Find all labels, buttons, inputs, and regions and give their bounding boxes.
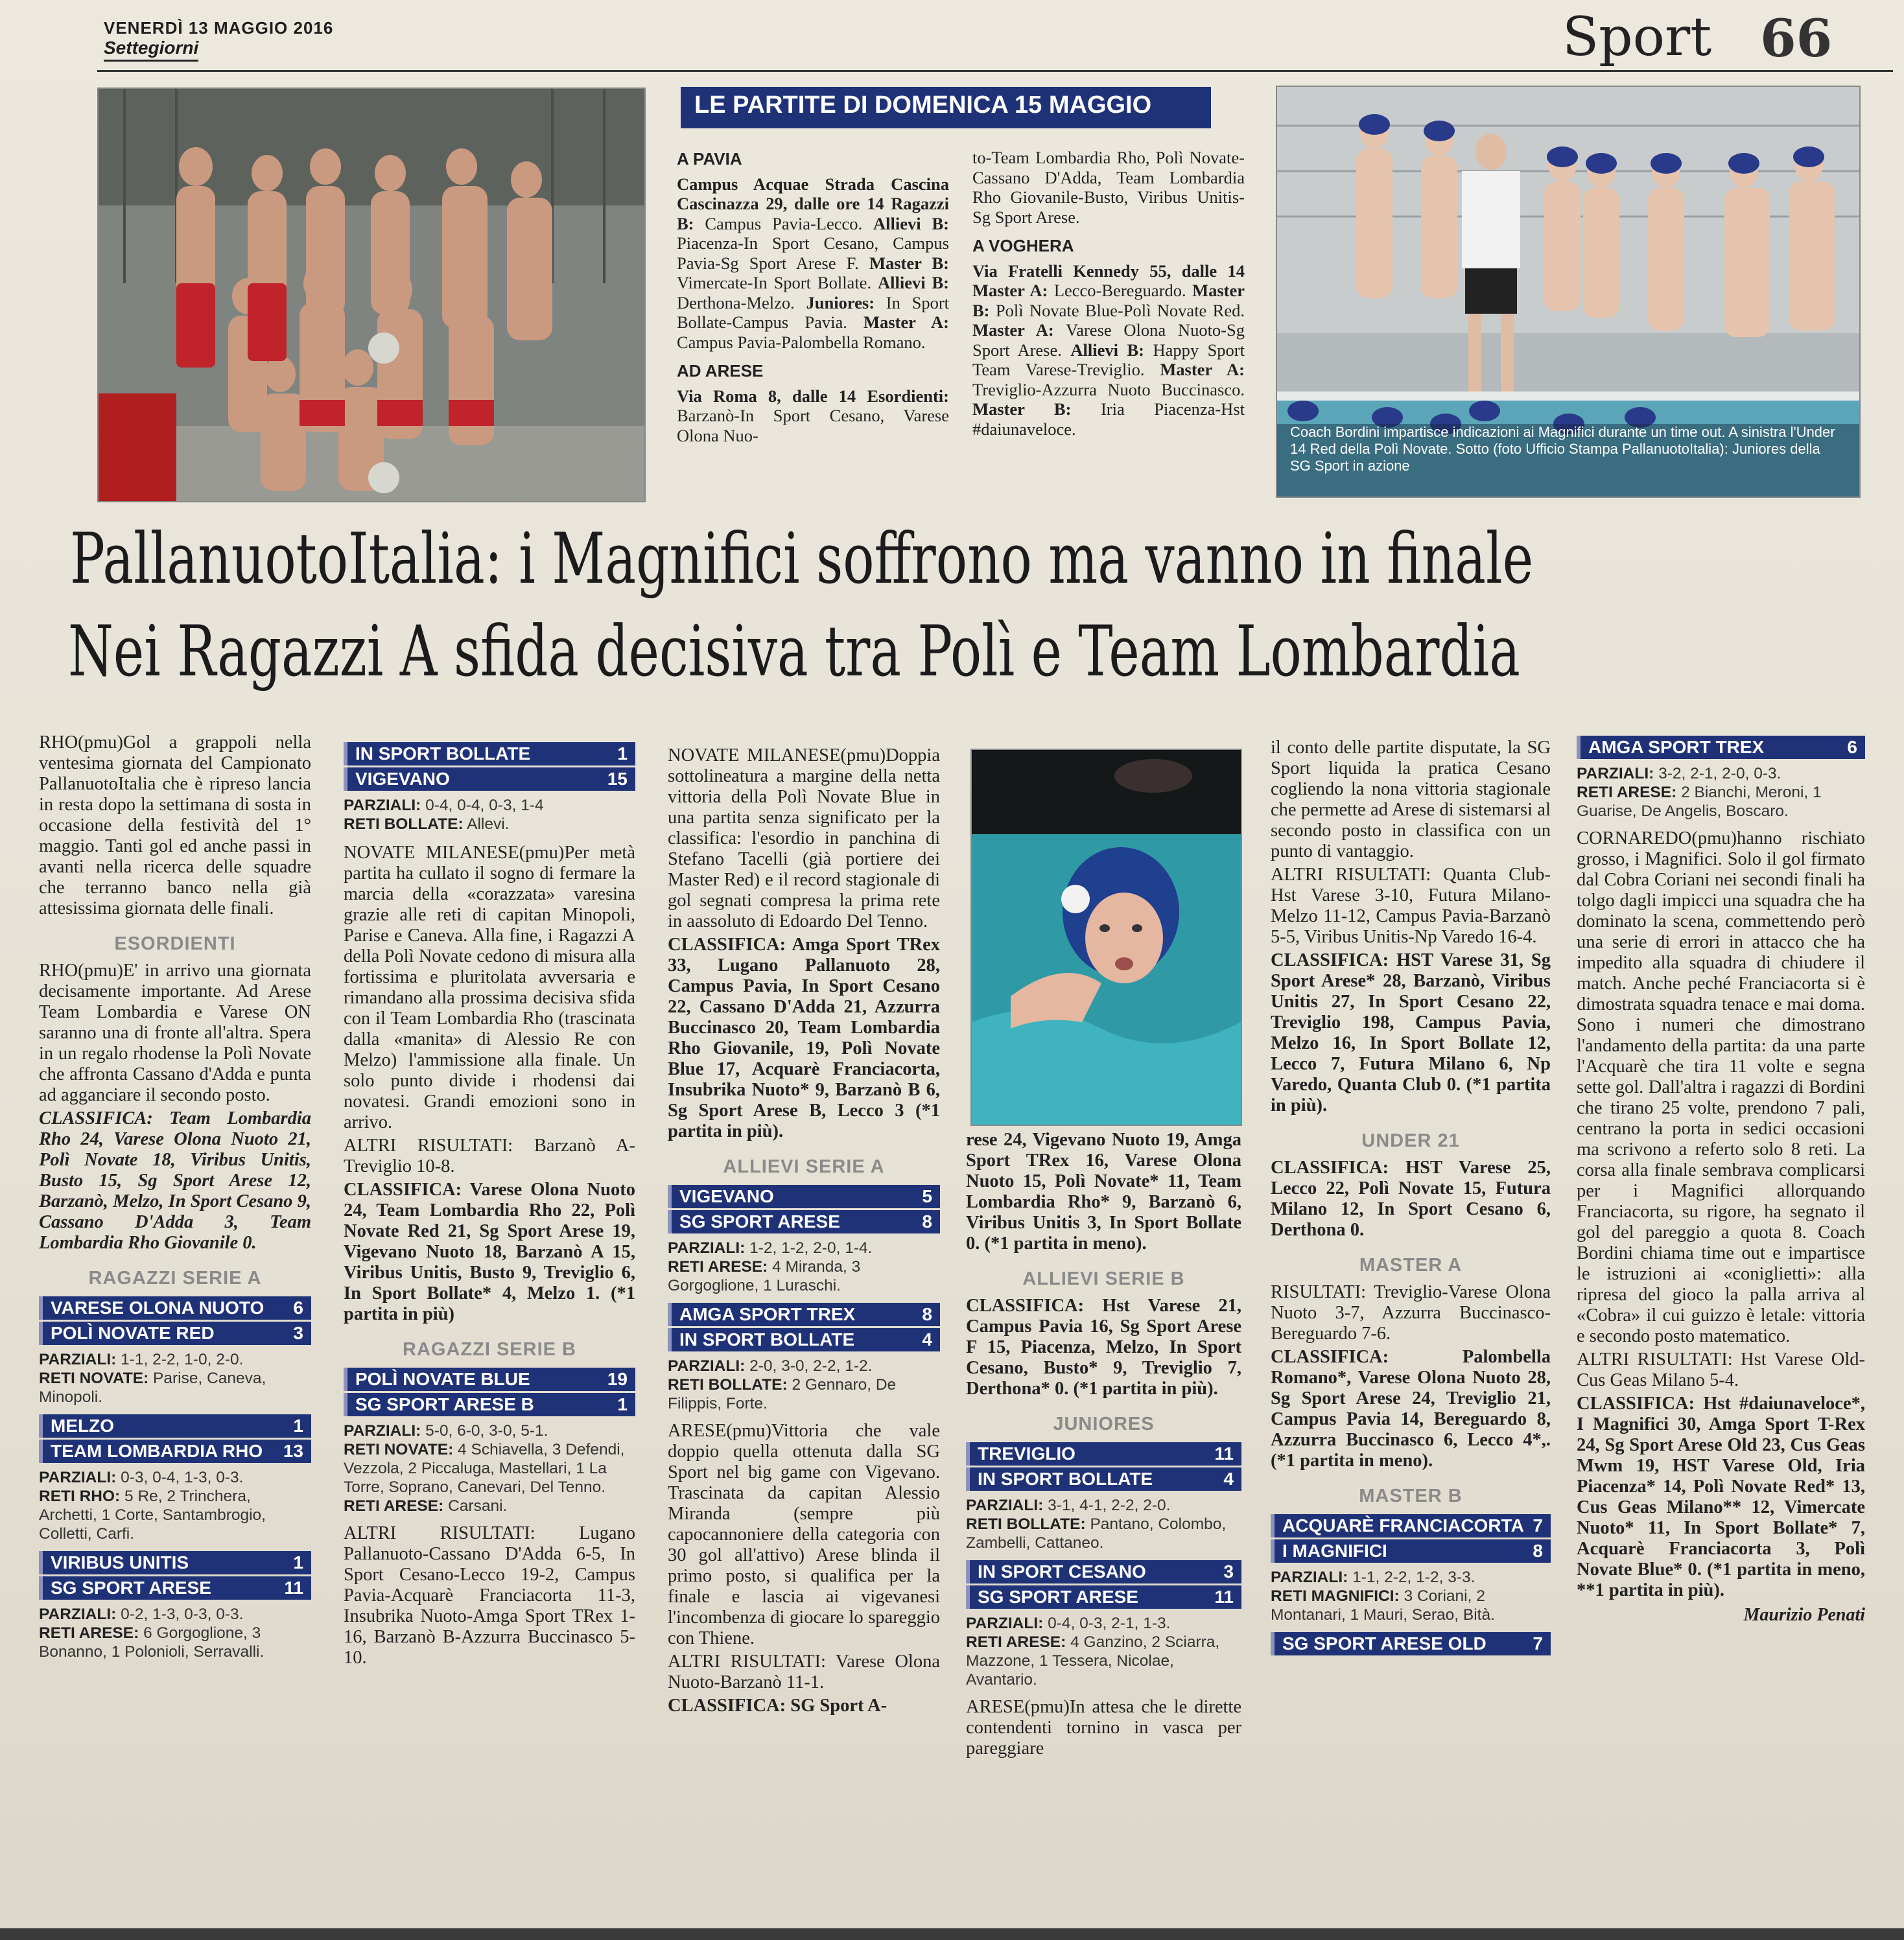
- scoreboard-arese-old: [1271, 1632, 1551, 1655]
- score-row-home: VIRIBUS UNITIS 1: [39, 1551, 311, 1574]
- article-column-6: [1577, 734, 1865, 1626]
- ragazzi-b-paragraph: NOVATE MILANESE(pmu)Doppia sottolineatura a margine della netta vittoria della Polì Novate Blue in una partita senza significato per la classifica: l'esordio in panchina di Stefano Tacelli (già portiere dei Master Red) e il record stagionale di gol segnati compresa la prima rete in aassoluto di Edoardo Del Tenno.: [668, 745, 940, 931]
- score-row-away: SG SPORT ARESE B 1: [344, 1393, 635, 1416]
- subhead-allievi-a: ALLIEVI SERIE A: [723, 1156, 885, 1177]
- subhead-ragazzi-a: RAGAZZI SERIE A: [88, 1268, 262, 1289]
- score-row-away: VIGEVANO 15: [344, 767, 635, 791]
- subhead-allievi-b: ALLIEVI SERIE B: [1022, 1268, 1185, 1289]
- schedule-banner: [681, 87, 1211, 128]
- match-details: PARZIALI: 0-4, 0-4, 0-3, 1-4 RETI BOLLATE: Allevi.: [344, 797, 544, 833]
- photo-caption: Coach Bordini impartisce indicazioni ai Magnifici durante un time out. A sinistra l'Under 14 Red della Polì Novate. Sotto (foto Ufficio Stampa PallanuotoItalia): Juniores della SG Sport in azione: [1290, 424, 1835, 474]
- match-details: PARZIALI: 3-1, 4-1, 2-2, 2-0. RETI BOLLATE: Pantano, Colombo, Zambelli, Cattaneo.: [966, 1497, 1227, 1552]
- score-row-away: SG SPORT ARESE 8: [668, 1210, 940, 1233]
- scoreboard-vigevano-arese: [668, 1185, 940, 1233]
- subhead-under-21: UNDER 21: [1361, 1130, 1460, 1151]
- scoreboard-treviglio-bollate: [966, 1442, 1241, 1491]
- subhead-ragazzi-b: RAGAZZI SERIE B: [403, 1339, 576, 1360]
- score-row-home: AMGA SPORT TREX 8: [668, 1303, 940, 1326]
- scoreboard-varese-poli: [39, 1296, 311, 1345]
- subhead-master-b: MASTER B: [1359, 1486, 1463, 1506]
- schedule-venue-arese: AD ARESE: [677, 361, 764, 380]
- subhead-juniores: JUNIORES: [1053, 1414, 1155, 1434]
- master-b-altri-risultati: ALTRI RISULTATI: Hst Varese Old-Cus Geas Milano 5-4.: [1577, 1350, 1865, 1390]
- juniores-altri-risultati: ALTRI RISULTATI: Quanta Club-Hst Varese 3-10, Futura Milano-Melzo 11-12, Campus Pavia-Barzanò 5-5, Viribus Unitis-Np Varedo 16-4.: [1271, 865, 1551, 947]
- under-21-classifica: CLASSIFICA: HST Varese 25, Lecco 22, Polì Novate 15, Futura Milano 12, In Sport Cesano 6, Derthona 0.: [1271, 1158, 1551, 1240]
- ragazzi-b-altri-risultati: ALTRI RISULTATI: Lugano Pallanuoto-Cassano D'Adda 6-5, In Sport Cesano-Lecco 19-2, Campus Pavia-Acquarè Franciacorta 11-3, Insubrika Nuoto-Amga Sport TRex 1-16, Barzanò B-Azzurra Buccinasco 5-10.: [344, 1523, 635, 1668]
- score-row-home: VIGEVANO 5: [668, 1185, 940, 1208]
- score-row-home: SG SPORT ARESE OLD 7: [1271, 1632, 1551, 1655]
- schedule-title: LE PARTITE DI DOMENICA 15 MAGGIO: [694, 91, 1152, 119]
- ragazzi-a-classifica: CLASSIFICA: Varese Olona Nuoto 24, Team Lombardia Rho 22, Polì Novate Red 21, Sg Sport Arese 19, Vigevano Nuoto 18, Barzanò A 15, Viribus Unitis, Busto 9, Treviglio 6, In Sport Bollate* 4, Melzo 1. (*1 partita in più): [344, 1180, 635, 1324]
- scoreboard-cesano-arese: [966, 1560, 1241, 1609]
- esordienti-paragraph: RHO(pmu)E' in arrivo una giornata decisamente importante. Ad Arese Team Lombardia e Varese ON saranno una di fronte all'altra. Spera in un regalo rhodense la Polì Novate che affronta Cassano d'Adda e punta ad agganciare il secondo posto.: [39, 961, 311, 1105]
- swimmer-photo: [970, 749, 1242, 1126]
- article-column-1: [39, 732, 311, 1669]
- team-photo-illustration: [99, 89, 644, 501]
- allievi-b-classifica: CLASSIFICA: Hst Varese 21, Campus Pavia 16, Sg Sport Arese F 15, Piacenza, Melzo, In Sport Cesano, Busto* 9, Treviglio 7, Derthona* 0. (*1 partita in più).: [966, 1296, 1241, 1399]
- scoreboard-amga-bollate: [668, 1303, 940, 1351]
- score-row-away: IN SPORT BOLLATE 4: [668, 1328, 940, 1351]
- schedule-text-arese-cont: to-Team Lombardia Rho, Polì Novate-Cassano D'Adda, Team Lombardia Rho Giovanile-Busto, Viribus Unitis-Sg Sport Arese.: [972, 148, 1245, 227]
- swimmer-photo-illustration: [972, 750, 1241, 1125]
- score-row-home: TREVIGLIO 11: [966, 1442, 1241, 1466]
- ragazzi-a-altri-risultati: ALTRI RISULTATI: Barzanò A-Treviglio 10-8.: [344, 1136, 635, 1176]
- score-row-away: IN SPORT BOLLATE 4: [966, 1467, 1241, 1491]
- ragazzi-b-classifica: CLASSIFICA: Amga Sport TRex 33, Lugano Pallanuoto 28, Campus Pavia, In Sport Cesano 22, Cassano D'Adda 21, Azzurra Buccinasco 20, Team Lombardia Rho Giovanile, 19, Polì Novate Blue 17, Acquarè Franciacorta, Insubrika Nuoto* 9, Barzanò B 6, Sg Sport Arese B, Lecco 3 (*1 partita in più).: [668, 935, 940, 1141]
- subhead-master-a: MASTER A: [1359, 1255, 1463, 1276]
- score-row-away: I MAGNIFICI 8: [1271, 1539, 1551, 1563]
- schedule-column-1: [677, 144, 949, 445]
- score-row-away: SG SPORT ARESE 11: [39, 1576, 311, 1600]
- article-column-2: [344, 740, 635, 1671]
- score-row-away: SG SPORT ARESE 11: [966, 1585, 1241, 1609]
- team-photo: [97, 88, 646, 502]
- scoreboard-acquare-magnifici: [1271, 1514, 1551, 1563]
- match-details: PARZIALI: 0-2, 1-3, 0-3, 0-3. RETI ARESE: 6 Gorgoglione, 3 Bonanno, 1 Polonioli, Serravalli.: [39, 1606, 264, 1661]
- allievi-a-classifica: CLASSIFICA: SG Sport A-: [668, 1696, 887, 1716]
- section-title: Sport: [1562, 6, 1712, 68]
- schedule-column-2: [972, 148, 1245, 439]
- match-details: PARZIALI: 0-3, 0-4, 1-3, 0-3. RETI RHO: 5 Re, 2 Trinchera, Archetti, 1 Corte, Santambrogio, Colletti, Carfi.: [39, 1469, 266, 1543]
- match-details: PARZIALI: 1-1, 2-2, 1-2, 3-3. RETI MAGNIFICI: 3 Coriani, 2 Montanari, 1 Mauri, Serao, Bità.: [1271, 1569, 1495, 1624]
- score-row-away: TEAM LOMBARDIA RHO 13: [39, 1440, 311, 1463]
- scoreboard-amga-trex: [1577, 736, 1865, 759]
- match-details: PARZIALI: 5-0, 6-0, 3-0, 5-1. RETI NOVATE: 4 Schiavella, 3 Defendi, Vezzola, 2 Piccaluga, Mastellari, 1 La Torre, Soprano, Canevari, Del Tenno. RETI ARESE: Carsani.: [344, 1422, 625, 1515]
- header-rule: [97, 70, 1893, 72]
- match-details: PARZIALI: 3-2, 2-1, 2-0, 0-3. RETI ARESE: 2 Bianchi, Meroni, 1 Guarise, De Angelis, Boscaro.: [1577, 765, 1822, 820]
- issue-date: VENERDÌ 13 MAGGIO 2016: [104, 18, 334, 38]
- score-row-away: POLÌ NOVATE RED 3: [39, 1322, 311, 1345]
- juniores-classifica: CLASSIFICA: HST Varese 31, Sg Sport Arese* 28, Barzanò, Viribus Unitis 27, In Sport Cesano 22, Treviglio 198, Campus Pavia, Melzo 16, In Sport Bollate 12, Lecco 7, Futura Milano 6, Np Varedo, Quanta Club 0. (*1 partita in più).: [1271, 950, 1551, 1116]
- master-b-paragraph: CORNAREDO(pmu)hanno rischiato grosso, i Magnifici. Solo il gol firmato dal Cobra Coriani nei secondi finali ha tolgo dagli impicci una squadra che ha dominato la scena, commettendo però una serie di errori in attacco che ha impedito alla squadra di chiudere il match. Anche peché Franciacorta si è dimostrata squadra tenace e mai doma. Sono i numeri che dimostrano l'andamento della partita: da una parte l'Acquarè che tira 11 volte e segna sette gol. Dall'altra i ragazzi di Bordini che tirano 25 volte, prendono 7 pali, centrano la porta in sedici occasioni ma scrivono a referto solo 8 reti. La corsa alla finale sembrava complicarsi per i Magnifici allorquando Franciacorta, su rigore, ha segnato il gol del pareggio a quota 8. Coach Bordini chiama time out e impartisce le istruzioni ai «coniglietti»: alla ripresa del gioco la palla arriva al «Cobra» il cui guizzo è letale: vittoria e secondo posto matematico.: [1577, 828, 1865, 1346]
- match-details: PARZIALI: 0-4, 0-3, 2-1, 1-3. RETI ARESE: 4 Ganzino, 2 Sciarra, Mazzone, 1 Tessera, Nicolae, Avantario.: [966, 1615, 1220, 1689]
- score-row-home: MELZO 1: [39, 1414, 311, 1438]
- ragazzi-a-paragraph: NOVATE MILANESE(pmu)Per metà partita ha cullato il sogno di fermare la marcia della «corazzata» varesina grazie alle reti di capitan Minopoli, Parise e Caneva. Alla fine, i Ragazzi A della Polì Novate cedono di misura alla fortissima e pluritolata avversaria e rimandano alla prossima decisiva sfida con il Team Lombardia Rho (trascinata dalla «manita» di Alessio Re con Melzo) l'ammissione alla finale. Un solo punto divide i rhodensi dai novatesi. Grandi emozioni sono in arrivo.: [344, 843, 635, 1132]
- author-signature: Maurizio Penati: [1743, 1605, 1865, 1625]
- allievi-a-paragraph: ARESE(pmu)Vittoria che vale doppio quella ottenuta dalla SG Sport nel big game con Vigevano. Trascinata da capitan Alessio Miranda (sempre più capocannoniere della categoria con 30 gol all'attivo) Arese blinda il primo posto, si qualifica per la finale e lascia ai vigevanesi l'incombenza di giocare lo spareggio con Thiene.: [668, 1421, 940, 1648]
- allievi-a-classifica-cont: rese 24, Vigevano Nuoto 19, Amga Sport TRex 16, Varese Olona Nuoto 15, Polì Novate* 11, Team Lombardia Rho* 9, Barzanò 6, Viribus Unitis 3, In Sport Bollate 0. (*1 partita in meno).: [966, 1130, 1241, 1254]
- schedule-text-arese: Via Roma 8, dalle 14 Esordienti: Barzanò-In Sport Cesano, Varese Olona Nuo-: [677, 386, 949, 445]
- headline-main: PallanuotoItalia: i Magnifici soffrono ma vanno in finale: [70, 519, 1534, 600]
- headline-secondary: Nei Ragazzi A sfida decisiva tra Polì e Team Lombardia: [68, 611, 1520, 692]
- schedule-text-voghera: Via Fratelli Kennedy 55, dalle 14 Master A: Lecco-Bereguardo. Master B: Polì Novate Blue-Polì Novate Red. Master A: Varese Olona Nuoto-Sg Sport Arese. Allievi B: Happy Sport Team Varese-Treviglio. Master A: Treviglio-Azzurra Nuoto Buccinasco. Master B: Iria Piacenza-Hst #daiunaveloce.: [972, 261, 1245, 439]
- schedule-venue-pavia: A PAVIA: [677, 149, 742, 169]
- schedule-text-pavia: Campus Acquae Strada Cascina Cascinazza 29, dalle ore 14 Ragazzi B: Campus Pavia-Lecco. Allievi B: Piacenza-In Sport Cesano, Campus Pavia-Sg Sport Arese F. Master B: Vimercate-In Sport Bollate. Allievi B: Derthona-Melzo. Juniores: In Sport Bollate-Campus Pavia. Master A: Campus Pavia-Palombella Romano.: [677, 174, 950, 352]
- scoreboard-melzo-rho: [39, 1414, 311, 1463]
- allievi-a-altri-risultati: ALTRI RISULTATI: Varese Olona Nuoto-Barzanò 11-1.: [668, 1652, 940, 1692]
- score-row-home: ACQUARÈ FRANCIACORTA 7: [1271, 1514, 1551, 1537]
- juniores-paragraph: ARESE(pmu)In attesa che le dirette contendenti tornino in vasca per pareggiare: [966, 1697, 1241, 1759]
- newspaper-name: Settegiorni: [104, 38, 198, 62]
- master-a-classifica: CLASSIFICA: Palombella Romano*, Varese Olona Nuoto 28, Sg Sport Arese 24, Treviglio 21, Campus Pavia 14, Bereguardo 8, Azzurra Buccinasco 6, Lecco 4*,. (*1 partita in meno).: [1271, 1347, 1551, 1471]
- scoreboard-bollate-vigevano: [344, 742, 635, 791]
- match-details: PARZIALI: 2-0, 3-0, 2-2, 1-2. RETI BOLLATE: 2 Gennaro, De Filippis, Forte.: [668, 1357, 897, 1412]
- esordienti-classifica: CLASSIFICA: Team Lombardia Rho 24, Varese Olona Nuoto 21, Polì Novate 18, Viribus Unitis, Busto 15, Sg Sport Arese 12, Barzanò, Melzo, In Sport Cesano 9, Cassano D'Adda 3, Team Lombardia Rho Giovanile 0.: [39, 1108, 311, 1253]
- coach-photo: [1276, 86, 1861, 498]
- intro-paragraph: RHO(pmu)Gol a grappoli nella ventesima giornata del Campionato PallanuotoItalia che è ripreso lancia in resta dopo la settimana di sosta in occasione della festività del 1° maggio. Tanti gol ed anche passi in avanti nella ricerca delle squadre che terranno banco nella già attesissima giornata delle finali.: [39, 732, 311, 918]
- score-row-away: AMGA SPORT TREX 6: [1577, 736, 1865, 759]
- scoreboard-viribus-arese: [39, 1551, 311, 1600]
- article-column-4: [966, 1130, 1241, 1762]
- subhead-esordienti: ESORDIENTI: [114, 933, 236, 954]
- score-row-home: VARESE OLONA NUOTO 6: [39, 1296, 311, 1320]
- schedule-venue-voghera: A VOGHERA: [972, 236, 1074, 255]
- scoreboard-poli-arese-b: [344, 1368, 635, 1416]
- master-a-risultati: RISULTATI: Treviglio-Varese Olona Nuoto 3-7, Azzurra Buccinasco-Bereguardo 7-6.: [1271, 1282, 1551, 1344]
- score-row-home: POLÌ NOVATE BLUE 19: [344, 1368, 635, 1391]
- bottom-edge: [0, 1928, 1904, 1940]
- score-row-home: IN SPORT BOLLATE 1: [344, 742, 635, 765]
- match-details: PARZIALI: 1-2, 1-2, 2-0, 1-4. RETI ARESE: 4 Miranda, 3 Gorgoglione, 1 Luraschi.: [668, 1239, 873, 1294]
- article-column-3: [668, 745, 940, 1719]
- page-number: 66: [1760, 8, 1833, 69]
- article-column-5: [1271, 738, 1551, 1661]
- match-details: PARZIALI: 1-1, 2-2, 1-0, 2-0. RETI NOVATE: Parise, Caneva, Minopoli.: [39, 1351, 266, 1406]
- master-b-classifica: CLASSIFICA: Hst #daiunaveloce*, I Magnifici 30, Amga Sport T-Rex 24, Sg Sport Arese Old 23, Cus Geas Mwm 19, HST Varese Old, Iria Piacenza* 14, Polì Novate Red* 13, Cus Geas Milano** 12, Vimercate Nuoto* 11, In Sport Bollate* 7, Acquarè Franciacorta 3, Polì Novate Blue* 0. (*1 partita in meno, **1 partita in più).: [1577, 1394, 1865, 1600]
- score-row-home: IN SPORT CESANO 3: [966, 1560, 1241, 1584]
- juniores-paragraph-cont: il conto delle partite disputate, la SG Sport liquida la pratica Cesano cogliendo la nona vittoria stagionale che permette ad Arese di sistemarsi al secondo posto in classifica con un punto di vantaggio.: [1271, 738, 1551, 861]
